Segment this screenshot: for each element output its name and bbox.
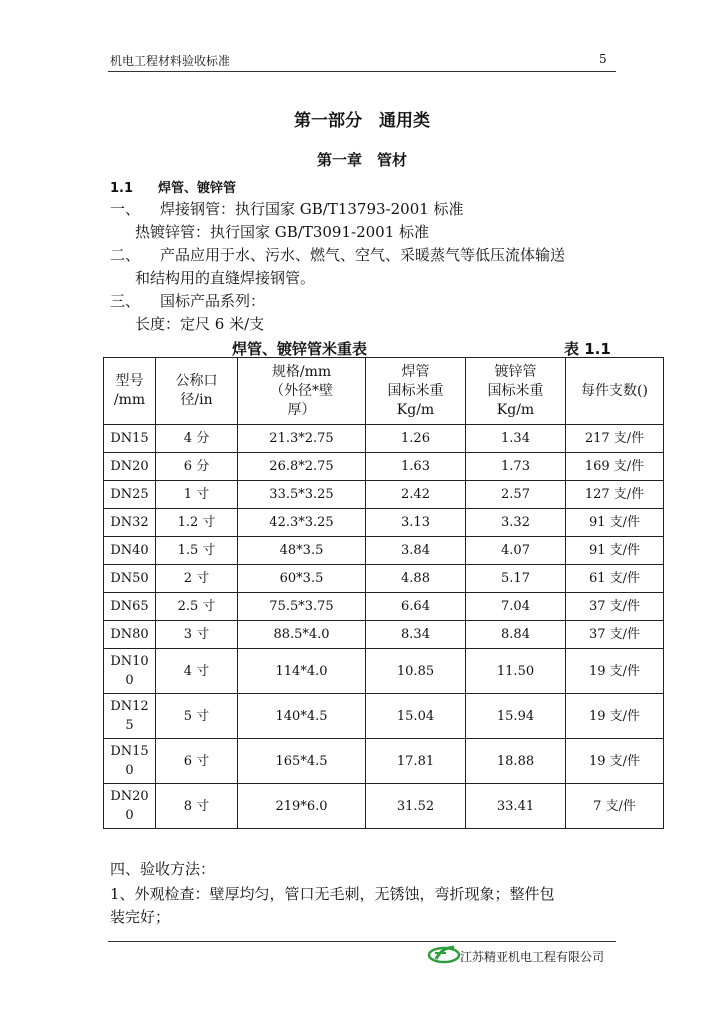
table-row — [104, 649, 664, 694]
item-one-text: 焊接钢管：执行国家 GB/T13793-2001 标准 — [160, 200, 464, 218]
cell-galv-weight: 1.73 — [466, 453, 566, 481]
cell-spec: 21.3*2.75 — [238, 425, 366, 453]
cell-spec: 75.5*3.75 — [238, 593, 366, 621]
acceptance-line-2: 装完好； — [110, 908, 171, 926]
cell-count: 37 支/件 — [566, 621, 664, 649]
cell-count: 217 支/件 — [566, 425, 664, 453]
item-one-label: 一、 — [110, 200, 141, 218]
cell-count: 91 支/件 — [566, 537, 664, 565]
section-title: 焊管、镀锌管 — [158, 181, 237, 196]
cell-model: DN65 — [104, 593, 156, 621]
item-two — [110, 244, 565, 265]
cell-count: 19 支/件 — [566, 649, 664, 694]
cell-galv-weight: 18.88 — [466, 739, 566, 784]
cell-nominal: 8 寸 — [156, 784, 238, 829]
cell-count: 19 支/件 — [566, 694, 664, 739]
cell-nominal: 1.2 寸 — [156, 509, 238, 537]
cell-spec: 114*4.0 — [238, 649, 366, 694]
item-two-cont: 和结构用的直缝焊接钢管。 — [135, 269, 316, 287]
part-title: 第一部分 通用类 — [294, 111, 430, 131]
page-number: 5 — [599, 52, 607, 66]
pipe-weight-table — [103, 357, 664, 829]
table-row — [104, 425, 664, 453]
header-nominal: 公称口 径/in — [156, 358, 238, 425]
footer-divider — [108, 941, 616, 942]
cell-galv-weight: 3.32 — [466, 509, 566, 537]
cell-spec: 165*4.5 — [238, 739, 366, 784]
item-two-text: 产品应用于水、污水、燃气、空气、采暖蒸气等低压流体输送 — [160, 246, 566, 264]
cell-galv-weight: 8.84 — [466, 621, 566, 649]
cell-count: 37 支/件 — [566, 593, 664, 621]
header-galv-weight: 镀锌管 国标米重 Kg/m — [466, 358, 566, 425]
table-number: 表 1.1 — [564, 340, 611, 358]
cell-nominal: 4 寸 — [156, 649, 238, 694]
cell-count: 169 支/件 — [566, 453, 664, 481]
table-row — [104, 593, 664, 621]
cell-nominal: 6 寸 — [156, 739, 238, 784]
cell-weld-weight: 8.34 — [366, 621, 466, 649]
cell-model: DN80 — [104, 621, 156, 649]
table-row — [104, 537, 664, 565]
cell-count: 127 支/件 — [566, 481, 664, 509]
cell-weld-weight: 31.52 — [366, 784, 466, 829]
cell-galv-weight: 33.41 — [466, 784, 566, 829]
table-row — [104, 694, 664, 739]
cell-weld-weight: 15.04 — [366, 694, 466, 739]
header-spec: 规格/mm （外径*壁 厚） — [238, 358, 366, 425]
cell-model: DN32 — [104, 509, 156, 537]
header-model: 型号 /mm — [104, 358, 156, 425]
cell-count: 19 支/件 — [566, 739, 664, 784]
table-row — [104, 621, 664, 649]
table-row — [104, 453, 664, 481]
table-header-row — [104, 358, 664, 425]
acceptance-line-1: 1、外观检查：壁厚均匀，管口无毛刺，无锈蚀，弯折现象；整件包 — [110, 885, 555, 903]
item-one — [110, 198, 464, 219]
table-row — [104, 739, 664, 784]
cell-count: 7 支/件 — [566, 784, 664, 829]
cell-nominal: 2 寸 — [156, 565, 238, 593]
cell-spec: 33.5*3.25 — [238, 481, 366, 509]
table-caption: 焊管、镀锌管米重表 — [232, 340, 368, 358]
cell-weld-weight: 3.84 — [366, 537, 466, 565]
cell-spec: 48*3.5 — [238, 537, 366, 565]
cell-weld-weight: 1.26 — [366, 425, 466, 453]
cell-model: DN15 0 — [104, 739, 156, 784]
company-logo-icon — [426, 944, 462, 964]
item-three-label: 三、 — [110, 292, 141, 310]
header-divider — [108, 71, 616, 72]
cell-weld-weight: 10.85 — [366, 649, 466, 694]
cell-galv-weight: 1.34 — [466, 425, 566, 453]
cell-model: DN50 — [104, 565, 156, 593]
table-row — [104, 784, 664, 829]
cell-spec: 60*3.5 — [238, 565, 366, 593]
section-number: 1.1 — [110, 181, 134, 196]
cell-model: DN40 — [104, 537, 156, 565]
table-row — [104, 565, 664, 593]
cell-weld-weight: 4.88 — [366, 565, 466, 593]
cell-nominal: 2.5 寸 — [156, 593, 238, 621]
cell-galv-weight: 5.17 — [466, 565, 566, 593]
company-name: 江苏精亚机电工程有限公司 — [460, 950, 605, 964]
cell-weld-weight: 6.64 — [366, 593, 466, 621]
cell-weld-weight: 3.13 — [366, 509, 466, 537]
table-row — [104, 509, 664, 537]
cell-nominal: 1.5 寸 — [156, 537, 238, 565]
cell-galv-weight: 15.94 — [466, 694, 566, 739]
cell-spec: 42.3*3.25 — [238, 509, 366, 537]
cell-galv-weight: 4.07 — [466, 537, 566, 565]
table-row — [104, 481, 664, 509]
cell-spec: 219*6.0 — [238, 784, 366, 829]
acceptance-heading: 四、验收方法： — [110, 860, 216, 878]
cell-weld-weight: 2.42 — [366, 481, 466, 509]
cell-nominal: 1 寸 — [156, 481, 238, 509]
item-three-sub: 长度：定尺 6 米/支 — [135, 315, 265, 333]
header-weld-weight: 焊管 国标米重 Kg/m — [366, 358, 466, 425]
cell-nominal: 5 寸 — [156, 694, 238, 739]
cell-model: DN20 — [104, 453, 156, 481]
section-heading — [110, 177, 236, 196]
header-count: 每件支数() — [566, 358, 664, 425]
cell-model: DN12 5 — [104, 694, 156, 739]
cell-galv-weight: 2.57 — [466, 481, 566, 509]
cell-count: 61 支/件 — [566, 565, 664, 593]
item-three — [110, 290, 265, 311]
cell-spec: 88.5*4.0 — [238, 621, 366, 649]
cell-nominal: 4 分 — [156, 425, 238, 453]
item-one-sub: 热镀锌管：执行国家 GB/T3091-2001 标准 — [135, 223, 430, 241]
cell-spec: 26.8*2.75 — [238, 453, 366, 481]
header-title: 机电工程材料验收标准 — [110, 54, 231, 68]
chapter-title: 第一章 管材 — [316, 151, 407, 169]
cell-spec: 140*4.5 — [238, 694, 366, 739]
cell-galv-weight: 7.04 — [466, 593, 566, 621]
cell-model: DN15 — [104, 425, 156, 453]
item-three-text: 国标产品系列： — [160, 292, 266, 310]
cell-model: DN25 — [104, 481, 156, 509]
cell-nominal: 3 寸 — [156, 621, 238, 649]
cell-weld-weight: 1.63 — [366, 453, 466, 481]
cell-galv-weight: 11.50 — [466, 649, 566, 694]
cell-model: DN20 0 — [104, 784, 156, 829]
cell-weld-weight: 17.81 — [366, 739, 466, 784]
cell-model: DN10 0 — [104, 649, 156, 694]
cell-nominal: 6 分 — [156, 453, 238, 481]
item-two-label: 二、 — [110, 246, 141, 264]
cell-count: 91 支/件 — [566, 509, 664, 537]
